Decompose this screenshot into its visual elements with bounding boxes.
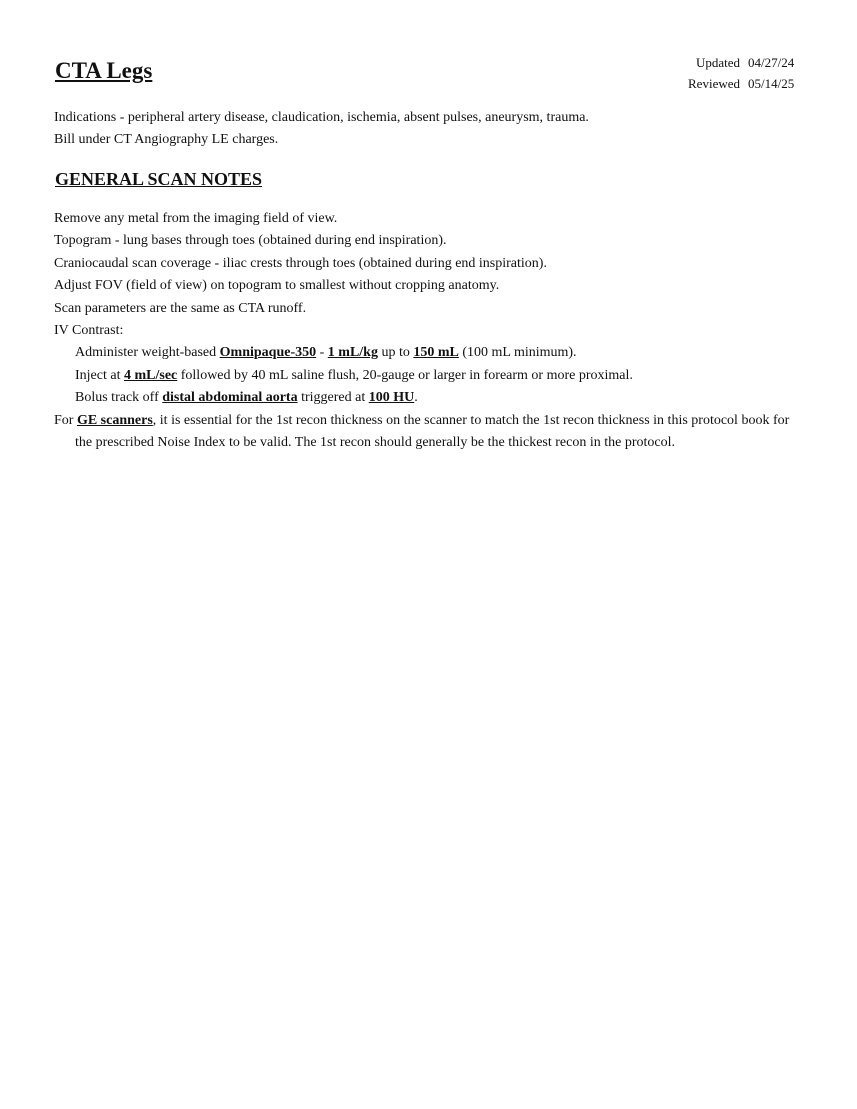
contrast-agent: Omnipaque-350 <box>219 345 317 361</box>
topogram-note: Topogram - lung bases through toes (obtained during end inspiration). <box>54 233 447 249</box>
reviewed-date: 05/14/25 <box>748 76 795 91</box>
injection-line <box>54 365 795 387</box>
injection-rate: 4 mL/sec <box>123 367 178 383</box>
reviewed-label: Reviewed <box>688 76 740 91</box>
contrast-label: IV Contrast: <box>54 323 124 339</box>
page-title: CTA Legs <box>55 58 153 83</box>
contrast-admin-line <box>54 342 795 364</box>
bolus-suffix: . <box>414 390 418 406</box>
ge-suffix: , it is essential for the 1st recon thickness on the scanner to match the 1st recon thickness in this protocol book for the prescribed Noise Index to be valid. The 1st recon should generally be the thickest recon in the protocol. <box>75 412 790 451</box>
reviewed-row <box>672 73 808 94</box>
fov-note: Adjust FOV (field of view) on topogram to smallest without cropping anatomy. <box>54 278 500 294</box>
updated-label: Updated <box>695 55 740 70</box>
updated-date: 04/27/24 <box>748 55 795 70</box>
billing-text: Bill under CT Angiography LE charges. <box>54 132 279 148</box>
admin-mid: up to <box>377 345 414 361</box>
bolus-mid: triggered at <box>297 390 369 406</box>
contrast-max: 150 mL <box>413 345 459 361</box>
bolus-prefix: Bolus track off <box>75 390 163 406</box>
coverage-note: Craniocaudal scan coverage - iliac crests through toes (obtained during end inspiration). <box>54 255 547 271</box>
updated-row <box>672 52 808 73</box>
admin-sep: - <box>316 345 328 361</box>
ge-scanners: GE scanners <box>76 412 153 428</box>
general-notes <box>54 208 795 454</box>
bolus-location: distal abdominal aorta <box>162 390 298 406</box>
admin-suffix: (100 mL minimum). <box>458 345 577 361</box>
contrast-dose: 1 mL/kg <box>327 345 378 361</box>
intro-section <box>54 107 589 152</box>
section-heading-general: GENERAL SCAN NOTES <box>55 169 263 189</box>
ge-scanner-note <box>54 410 795 455</box>
indications-text: Indications - peripheral artery disease, claudication, ischemia, absent pulses, aneurysm, trauma. <box>54 110 589 125</box>
bolus-line <box>54 387 795 409</box>
inject-suffix: followed by 40 mL saline flush, 20-gauge or larger in forearm or more proximal. <box>177 367 633 383</box>
params-note: Scan parameters are the same as CTA runoff. <box>54 300 307 316</box>
admin-prefix: Administer weight-based <box>75 345 220 361</box>
ge-prefix: For <box>54 412 77 428</box>
revision-info <box>672 52 808 94</box>
inject-prefix: Inject at <box>75 367 124 383</box>
bolus-threshold: 100 HU <box>368 390 415 406</box>
metal-note: Remove any metal from the imaging field of view. <box>54 211 338 226</box>
